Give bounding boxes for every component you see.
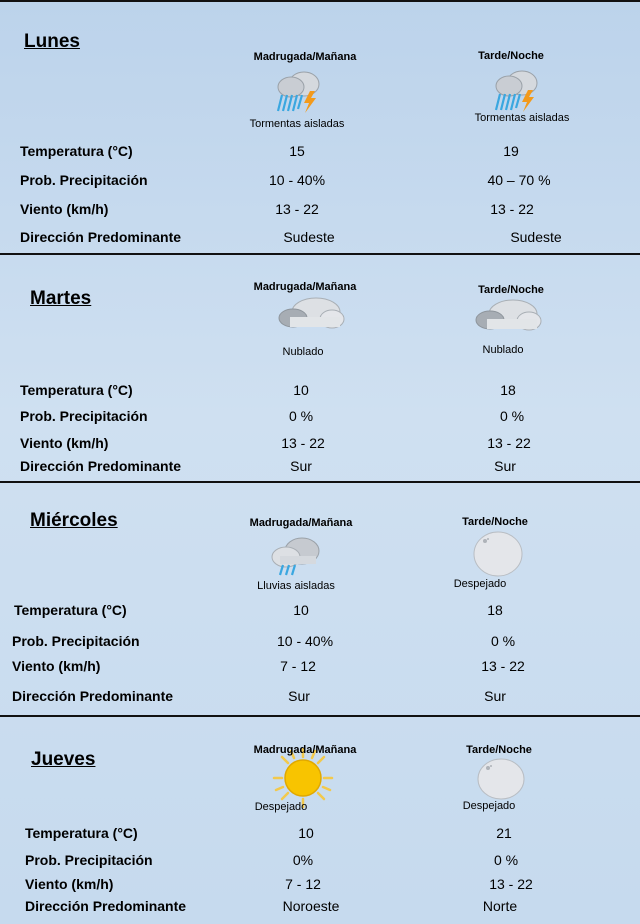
label-precipitation: Prob. Precipitación [25,852,153,868]
condition-text: Despejado [462,800,516,812]
label-precipitation: Prob. Precipitación [20,408,148,424]
period-label-evening: Tarde/Noche [466,744,532,756]
period-label-morning: Madrugada/Mañana [253,744,357,756]
precipitation-value: 10 - 40% [268,172,326,188]
label-precipitation: Prob. Precipitación [12,633,140,649]
label-direction: Dirección Predominante [25,898,187,914]
label-direction: Dirección Predominante [20,229,182,245]
wind-value: 7 - 12 [280,658,316,674]
day-section-lunes [0,0,640,254]
direction-value: Sudeste [510,229,562,245]
label-temperature: Temperatura (°C) [20,143,133,159]
wind-value: 13 - 22 [281,435,325,451]
temperature-value: 10 [293,602,309,618]
temperature-value: 18 [500,382,516,398]
day-title: Miércoles [30,510,118,531]
day-section-miercoles [0,483,640,715]
precipitation-value: 0 % [493,852,519,868]
day-section-martes [0,255,640,482]
clear-night-moon-icon [472,530,524,578]
precipitation-value: 40 – 70 % [487,172,551,188]
period-label-evening: Tarde/Noche [478,284,544,296]
direction-value: Sur [290,458,312,474]
condition-text: Tormentas aisladas [474,112,570,124]
direction-value: Sur [484,688,506,704]
condition-text: Nublado [482,344,524,356]
direction-value: Sur [494,458,516,474]
label-wind: Viento (km/h) [20,201,109,217]
condition-text: Tormentas aisladas [249,118,345,130]
label-temperature: Temperatura (°C) [20,382,133,398]
wind-value: 13 - 22 [481,658,525,674]
precipitation-value: 10 - 40% [276,633,334,649]
temperature-value: 21 [496,825,512,841]
direction-value: Sur [288,688,310,704]
precipitation-value: 0 % [288,408,314,424]
day-title: Jueves [31,749,96,770]
day-title: Martes [30,288,92,309]
label-direction: Dirección Predominante [12,688,174,704]
condition-text: Despejado [453,578,507,590]
direction-value: Norte [482,898,518,914]
period-label-morning: Madrugada/Mañana [253,51,357,63]
label-temperature: Temperatura (°C) [14,602,127,618]
sun-icon [272,747,334,809]
cloudy-icon [473,297,543,333]
direction-value: Noroeste [282,898,340,914]
label-wind: Viento (km/h) [12,658,101,674]
condition-text: Despejado [254,801,308,813]
temperature-value: 19 [503,143,519,159]
period-label-morning: Madrugada/Mañana [253,281,357,293]
label-precipitation: Prob. Precipitación [20,172,148,188]
label-wind: Viento (km/h) [25,876,114,892]
thunderstorm-icon [492,66,542,114]
precipitation-value: 0 % [490,633,516,649]
day-title: Lunes [24,31,80,52]
precipitation-value: 0% [292,852,314,868]
wind-value: 13 - 22 [275,201,319,217]
wind-value: 7 - 12 [285,876,321,892]
clear-night-moon-icon [476,757,526,801]
wind-value: 13 - 22 [489,876,533,892]
condition-text: Lluvias aisladas [257,580,335,592]
direction-value: Sudeste [283,229,335,245]
label-direction: Dirección Predominante [20,458,182,474]
period-label-evening: Tarde/Noche [462,516,528,528]
temperature-value: 15 [289,143,305,159]
condition-text: Nublado [282,346,324,358]
cloudy-icon [276,295,346,331]
thunderstorm-icon [274,67,324,115]
temperature-value: 18 [487,602,503,618]
wind-value: 13 - 22 [487,435,531,451]
precipitation-value: 0 % [499,408,525,424]
period-label-morning: Madrugada/Mañana [249,517,353,529]
label-temperature: Temperatura (°C) [25,825,138,841]
rain-showers-icon [268,536,324,578]
temperature-value: 10 [293,382,309,398]
day-section-jueves [0,717,640,924]
period-label-evening: Tarde/Noche [478,50,544,62]
temperature-value: 10 [298,825,314,841]
wind-value: 13 - 22 [490,201,534,217]
label-wind: Viento (km/h) [20,435,109,451]
